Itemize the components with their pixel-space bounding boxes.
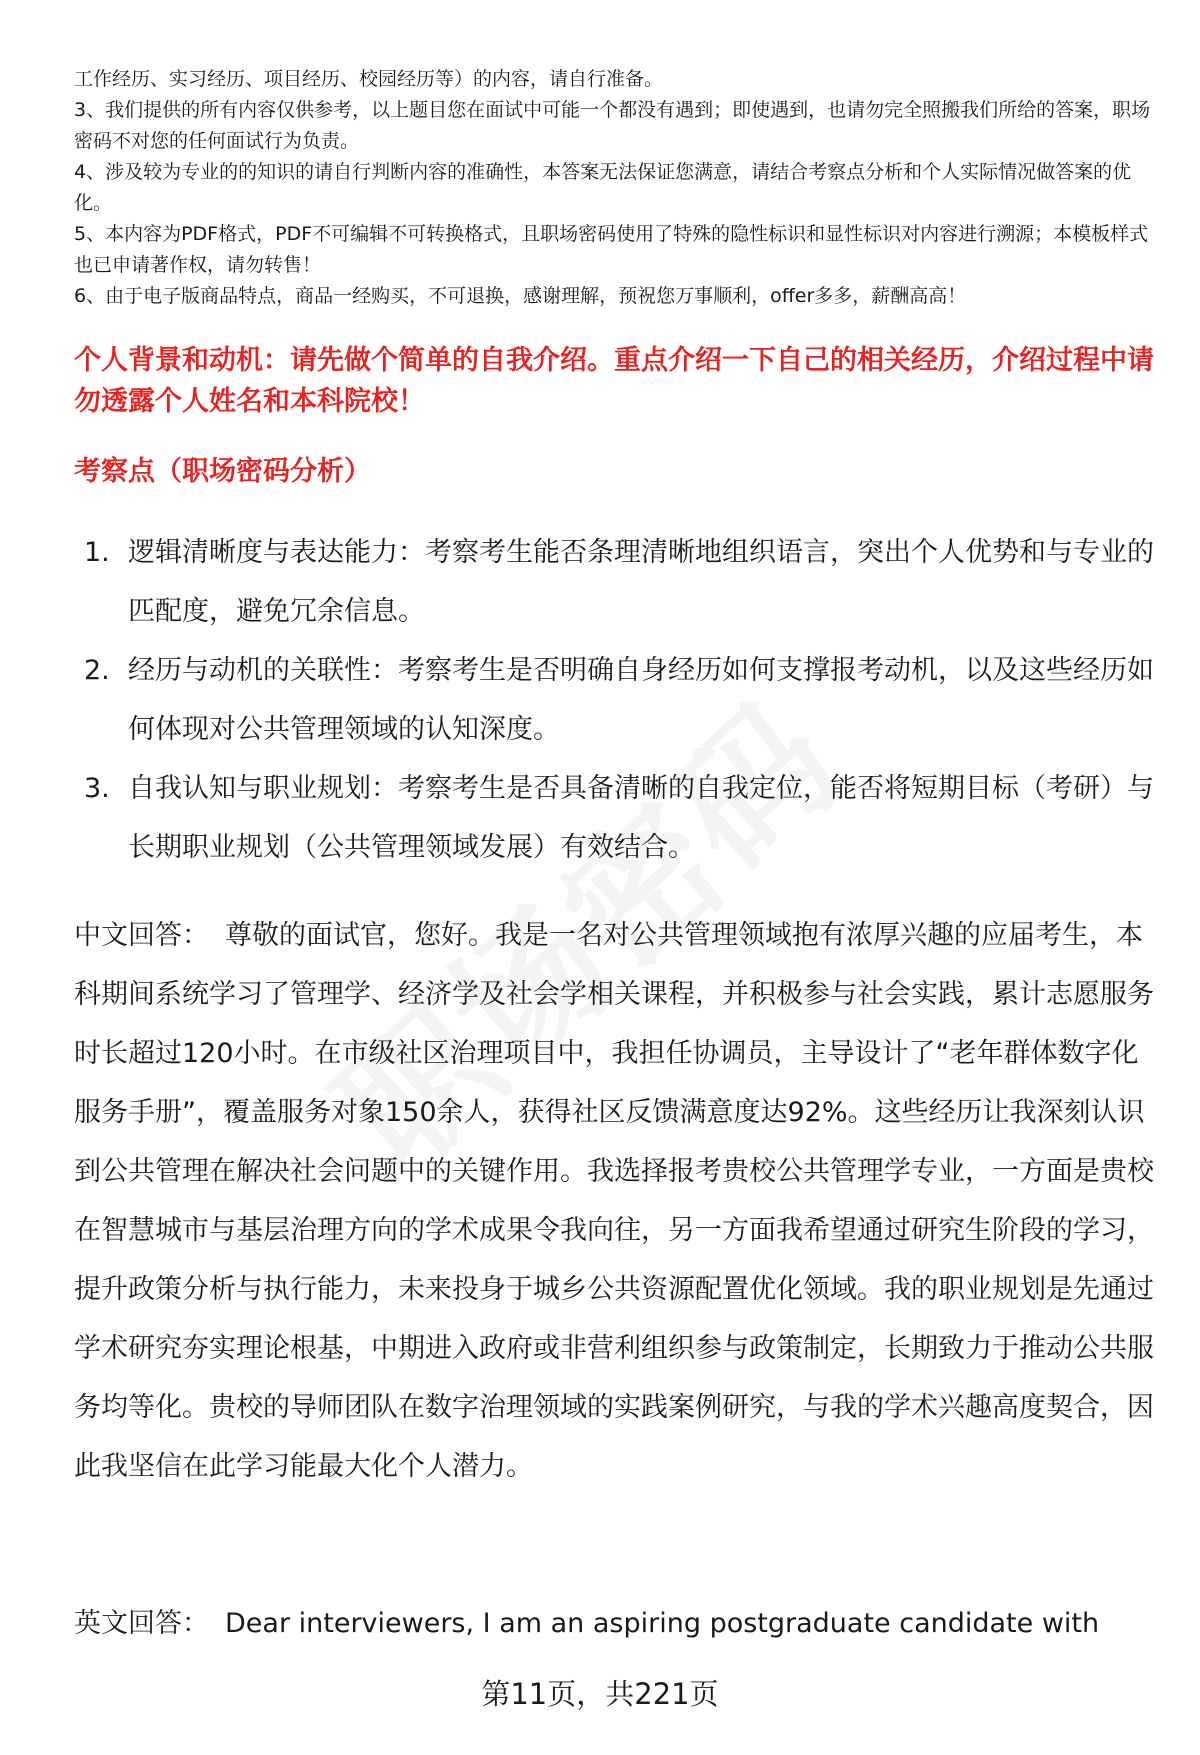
chinese-answer-label: 中文回答： [74, 920, 209, 951]
point-number: 2. [84, 655, 110, 686]
analysis-heading: 考察点（职场密码分析） [74, 456, 371, 487]
question-heading: 个人背景和动机：请先做个简单的自我介绍。重点介绍一下自己的相关经历，介绍过程中请勿透露个人姓名和本科院校！ [74, 345, 1154, 417]
notice-list [74, 64, 1160, 312]
analysis-point [84, 523, 1164, 641]
notice-item: 4、涉及较为专业的的知识的请自行判断内容的准确性，本答案无法保证您满意，请结合考察点分析和个人实际情况做答案的优化。 [74, 161, 1132, 214]
analysis-point [84, 759, 1164, 877]
notice-item: 6、由于电子版商品特点，商品一经购买，不可退换，感谢理解，预祝您万事顺利，offer多多，薪酬高高！ [74, 285, 967, 307]
analysis-points [84, 523, 1164, 877]
point-text: 经历与动机的关联性：考察考生是否明确自身经历如何支撑报考动机，以及这些经历如何体现对公共管理领域的认知深度。 [128, 655, 1154, 745]
english-answer-label: 英文回答： [74, 1608, 209, 1639]
point-text: 自我认知与职业规划：考察考生是否具备清晰的自我定位，能否将短期目标（考研）与长期职业规划（公共管理领域发展）有效结合。 [128, 773, 1154, 863]
point-text: 逻辑清晰度与表达能力：考察考生能否条理清晰地组织语言，突出个人优势和与专业的匹配度，避免冗余信息。 [128, 537, 1154, 627]
page-number: 第11页，共221页 [481, 1677, 719, 1711]
english-answer [74, 1594, 1158, 1653]
notice-item: 5、本内容为PDF格式，PDF不可编辑不可转换格式，且职场密码使用了特殊的隐性标识和显性标识对内容进行溯源；本模板样式也已申请著作权，请勿转售！ [74, 223, 1149, 276]
point-number: 1. [84, 537, 110, 568]
chinese-answer [74, 906, 1158, 1496]
point-number: 3. [84, 773, 110, 804]
english-answer-text: Dear interviewers, I am an aspiring postgraduate candidate with [225, 1608, 1100, 1639]
notice-item: 3、我们提供的所有内容仅供参考，以上题目您在面试中可能一个都没有遇到；即使遇到，也请勿完全照搬我们所给的答案，职场密码不对您的任何面试行为负责。 [74, 99, 1151, 152]
notice-item: 工作经历、实习经历、项目经历、校园经历等）的内容，请自行准备。 [74, 68, 664, 90]
chinese-answer-text: 尊敬的面试官，您好。我是一名对公共管理领域抱有浓厚兴趣的应届考生，本科期间系统学习了管理学、经济学及社会学相关课程，并积极参与社会实践，累计志愿服务时长超过120小时。在市级社区治理项目中，我担任协调员，主导设计了“老年群体数字化服务手册”，覆盖服务对象150余人，获得社区反馈满意度达92%。这些经历让我深刻认识到公共管理在解决社会问题中的关键作用。我选择报考贵校公共管理学专业，一方面是贵校在智慧城市与基层治理方向的学术成果令我向往，另一方面我希望通过研究生阶段的学习，提升政策分析与执行能力，未来投身于城乡公共资源配置优化领域。我的职业规划是先通过学术研究夯实理论根基，中期进入政府或非营利组织参与政策制定，长期致力于推动公共服务均等化。贵校的导师团队在数字治理领域的实践案例研究，与我的学术兴趣高度契合，因此我坚信在此学习能最大化个人潜力。 [74, 920, 1154, 1482]
analysis-point [84, 641, 1164, 759]
